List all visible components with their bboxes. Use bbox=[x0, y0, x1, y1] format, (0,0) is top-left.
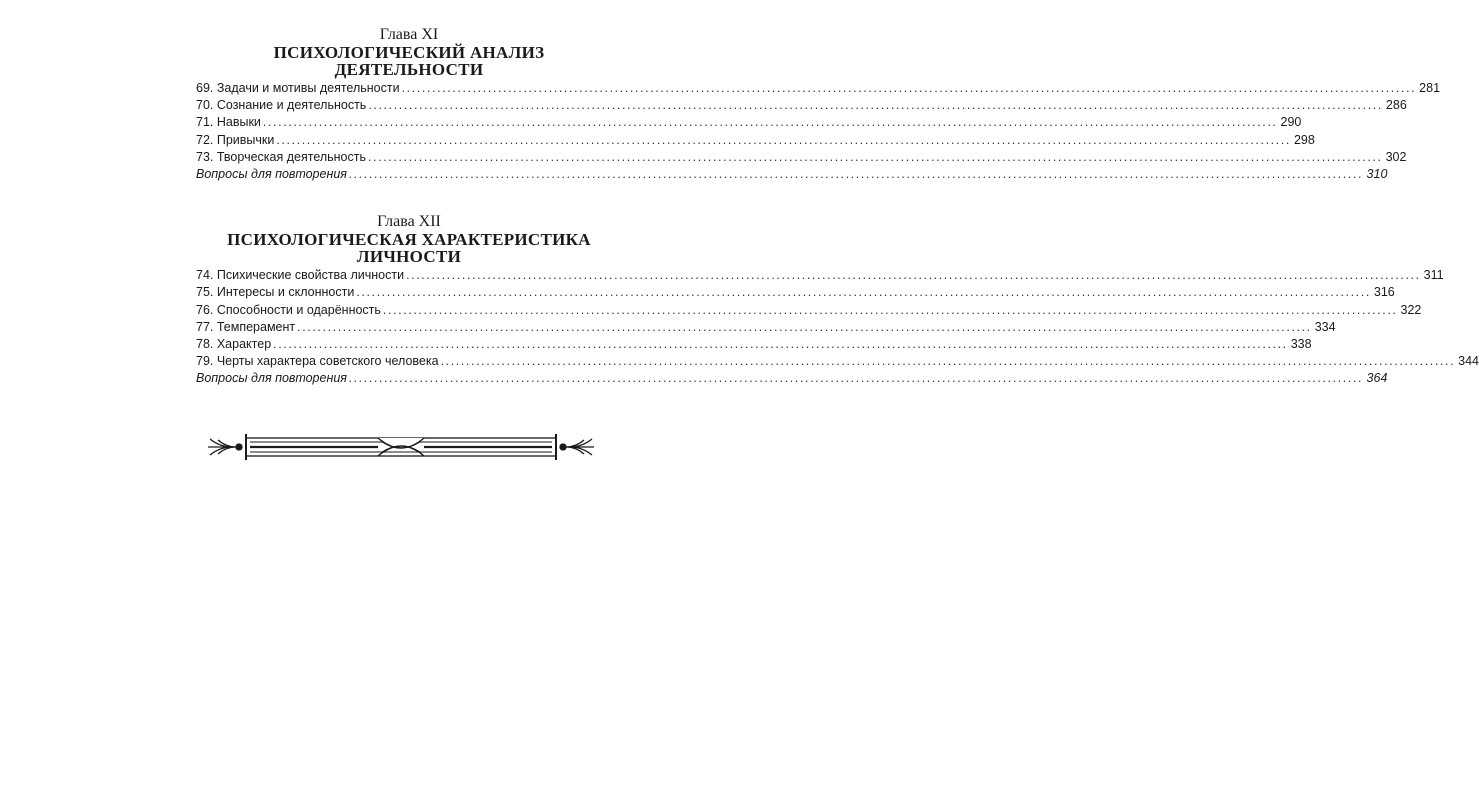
toc-entry-title: Вопросы для повторения bbox=[196, 371, 347, 386]
toc-entry-page: 290 bbox=[1280, 115, 1302, 130]
toc-entry-page: 311 bbox=[1423, 268, 1444, 283]
toc-entry-page: 281 bbox=[1419, 81, 1441, 95]
toc-entry bbox=[196, 267, 1444, 284]
chapter-xi bbox=[196, 26, 1441, 183]
chapter-xii bbox=[196, 213, 1479, 387]
toc-entry-page: 322 bbox=[1400, 302, 1422, 317]
toc-entry-title: 73. Творческая деятельность bbox=[196, 149, 367, 164]
toc-list bbox=[196, 267, 1479, 387]
toc-entry bbox=[196, 370, 1388, 387]
toc-entry-title: 74. Психические свойства личности bbox=[196, 268, 405, 283]
toc-entry-title: 77. Темперамент bbox=[196, 319, 296, 334]
toc-entry bbox=[196, 114, 1302, 131]
toc-entry bbox=[196, 284, 1395, 301]
toc-entry-title: 75. Интересы и склонности bbox=[196, 285, 355, 300]
toc-entry bbox=[196, 302, 1422, 319]
toc-entry-title: 78. Характер bbox=[196, 337, 272, 352]
toc-entry-page: 334 bbox=[1314, 319, 1336, 334]
toc-entry-title: 71. Навыки bbox=[196, 115, 261, 130]
chapter-label: Глава XI bbox=[379, 26, 439, 43]
toc-entry bbox=[196, 319, 1336, 336]
toc-dot-leader: ........................................................................................................................................................................................................ bbox=[406, 268, 1421, 283]
toc-entry bbox=[196, 353, 1479, 370]
chapter-title bbox=[196, 231, 622, 265]
toc-entry-page: 316 bbox=[1373, 285, 1395, 300]
toc-dot-leader: ........................................................................................................................................................................................................ bbox=[273, 337, 1288, 352]
toc-entry bbox=[196, 336, 1312, 353]
toc-entry bbox=[196, 80, 1441, 97]
chapter-title-line: ДЕЯТЕЛЬНОСТИ bbox=[334, 60, 484, 79]
toc-entry-title: 70. Сознание и деятельность bbox=[196, 98, 367, 113]
toc-dot-leader: ........................................................................................................................................................................................................ bbox=[382, 302, 1398, 317]
toc-entry-page: 286 bbox=[1385, 98, 1407, 113]
toc-dot-leader: ........................................................................................................................................................................................................ bbox=[262, 115, 1278, 130]
toc-entry-page: 298 bbox=[1293, 132, 1315, 147]
chapter-title-line: ЛИЧНОСТИ bbox=[356, 247, 462, 267]
toc-entry-page: 364 bbox=[1366, 371, 1388, 386]
toc-entry bbox=[196, 149, 1407, 166]
toc-entry-title: 76. Способности и одарённость bbox=[196, 302, 381, 317]
chapter-title-line: ПСИХОЛОГИЧЕСКИЙ АНАЛИЗ bbox=[273, 43, 545, 62]
toc-dot-leader: ........................................................................................................................................................................................................ bbox=[401, 81, 1417, 95]
arrow-rule-ornament-icon bbox=[206, 428, 596, 466]
toc-dot-leader: ........................................................................................................................................................................................................ bbox=[368, 149, 1383, 164]
toc-entry-page: 310 bbox=[1366, 167, 1388, 182]
toc-dot-leader: ........................................................................................................................................................................................................ bbox=[368, 98, 1383, 113]
toc-entry-page: 302 bbox=[1385, 149, 1407, 164]
toc-entry bbox=[196, 97, 1407, 114]
toc-dot-leader: ........................................................................................................................................................................................................ bbox=[348, 167, 1364, 182]
chapter-label: Глава XII bbox=[377, 213, 441, 231]
toc-dot-leader: ........................................................................................................................................................................................................ bbox=[356, 285, 1371, 300]
table-of-contents-page bbox=[196, 26, 1479, 388]
toc-dot-leader: ........................................................................................................................................................................................................ bbox=[276, 132, 1291, 147]
toc-dot-leader: ........................................................................................................................................................................................................ bbox=[348, 371, 1364, 386]
toc-entry-page: 344 bbox=[1458, 354, 1479, 369]
toc-entry-title: Вопросы для повторения bbox=[196, 167, 347, 182]
chapter-title-line: ПСИХОЛОГИЧЕСКАЯ ХАРАКТЕРИСТИКА bbox=[227, 230, 591, 250]
toc-dot-leader: ........................................................................................................................................................................................................ bbox=[440, 354, 1456, 369]
toc-entry bbox=[196, 166, 1388, 183]
toc-entry bbox=[196, 132, 1315, 149]
toc-list bbox=[196, 80, 1441, 183]
toc-entry-title: 72. Привычки bbox=[196, 132, 275, 147]
toc-entry-page: 338 bbox=[1290, 337, 1312, 352]
toc-entry-title: 69. Задачи и мотивы деятельности bbox=[196, 81, 400, 95]
toc-entry-title: 79. Черты характера советского человека bbox=[196, 354, 439, 369]
chapter-title bbox=[196, 44, 622, 78]
toc-dot-leader: ........................................................................................................................................................................................................ bbox=[297, 319, 1312, 334]
